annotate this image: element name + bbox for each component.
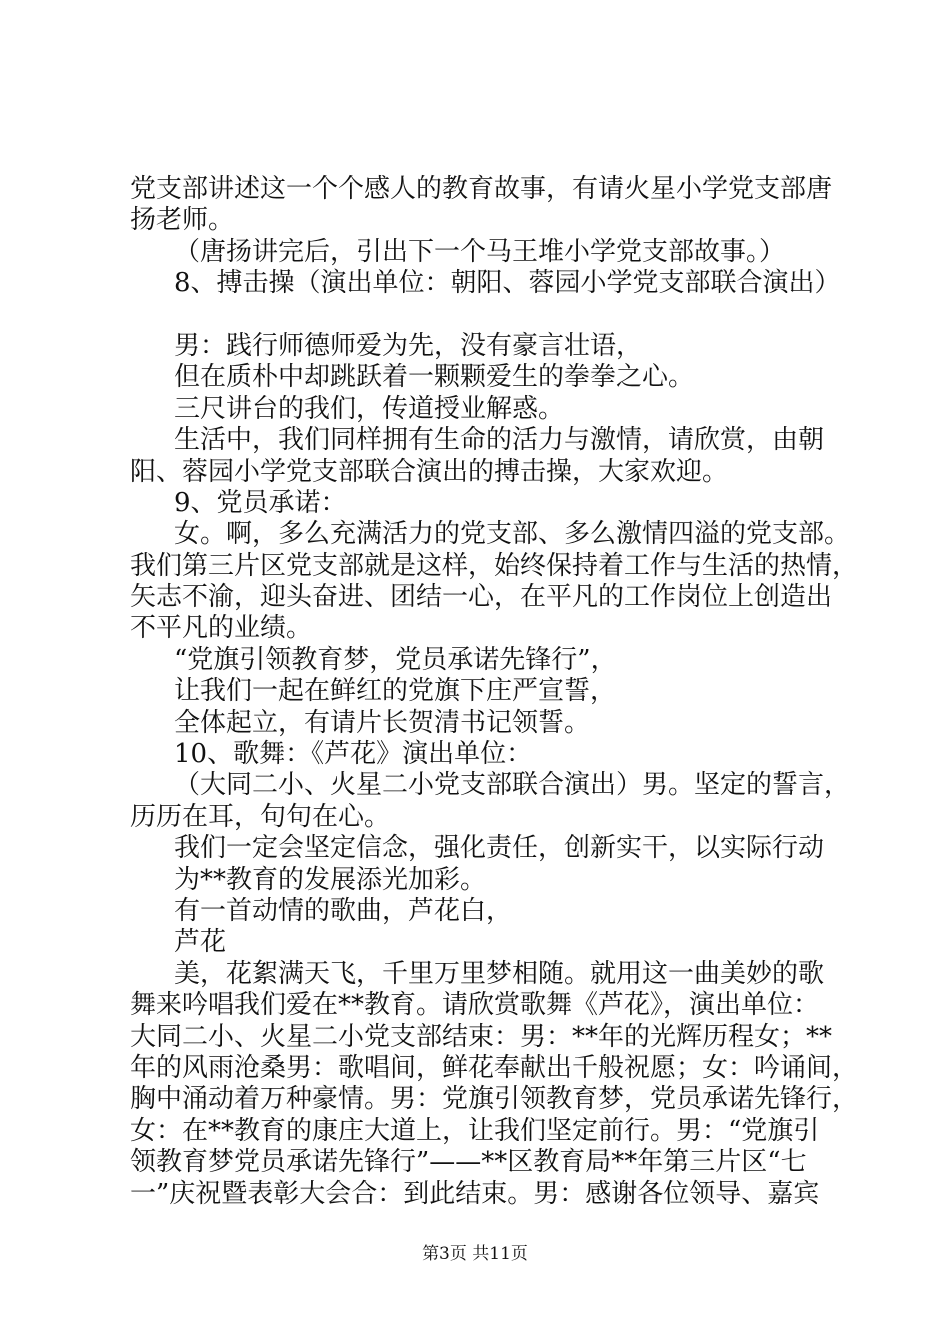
text-line: “党旗引领教育梦，党员承诺先锋行”， [174, 644, 617, 675]
blank-line [130, 300, 842, 331]
section-heading: 8、搏击操（演出单位：朝阳、蓉园小学党支部联合演出） [174, 268, 841, 299]
text-line: （唐扬讲完后，引出下一个马王堆小学党支部故事。） [174, 236, 786, 267]
text-line: 三尺讲台的我们，传道授业解惑。 [174, 393, 565, 424]
text-line: 我们第三片区党支部就是这样，始终保持着工作与生活的热情， [130, 550, 859, 581]
text-line: 不平凡的业绩。 [130, 613, 313, 644]
text-line: 全体起立，有请片长贺清书记领誓。 [174, 707, 591, 738]
text-line: 一”庆祝暨表彰大会合：到此结束。男：感谢各位领导、嘉宾 [130, 1178, 820, 1209]
text-line: 生活中，我们同样拥有生命的活力与激情，请欣赏，由朝 [174, 425, 825, 456]
text-line: 女：在**教育的康庄大道上，让我们坚定前行。男：“党旗引 [130, 1115, 820, 1146]
text-line: 为**教育的发展添光加彩。 [174, 864, 487, 895]
text-line: 历历在耳，句句在心。 [130, 801, 391, 832]
text-line: 年的风雨沧桑男：歌唱间，鲜花奉献出千般祝愿；女：吟诵间， [130, 1052, 859, 1083]
section-heading: 10、歌舞：《芦花》演出单位： [174, 739, 533, 770]
text-line: 有一首动情的歌曲，芦花白， [174, 895, 513, 926]
text-line: （大同二小、火星二小党支部联合演出）男。坚定的誓言， [174, 770, 851, 801]
section-heading: 9、党员承诺： [174, 487, 347, 518]
document-body [130, 174, 859, 1210]
text-line: 胸中涌动着万种豪情。男：党旗引领教育梦，党员承诺先锋行， [130, 1084, 859, 1115]
text-line: 我们一定会坚定信念，强化责任，创新实干，以实际行动 [174, 833, 825, 864]
text-line: 让我们一起在鲜红的党旗下庄严宣誓， [174, 676, 617, 707]
text-line: 党支部讲述这一个个感人的教育故事，有请火星小学党支部唐 [130, 174, 833, 204]
text-line: 女。啊，多么充满活力的党支部、多么激情四溢的党支部。 [174, 519, 851, 550]
text-line: 舞来吟唱我们爱在**教育。请欣赏歌舞《芦花》，演出单位： [130, 990, 820, 1021]
text-line: 大同二小、火星二小党支部结束：男：**年的光辉历程女；** [130, 1021, 833, 1052]
text-line: 阳、蓉园小学党支部联合演出的搏击操，大家欢迎。 [130, 456, 729, 487]
text-line: 领教育梦党员承诺先锋行”——**区教育局**年第三片区“七 [130, 1147, 807, 1178]
text-line: 美，花絮满天飞，千里万里梦相随。就用这一曲美妙的歌 [174, 958, 825, 989]
text-line: 矢志不渝，迎头奋进、团结一心，在平凡的工作岗位上创造出 [130, 582, 833, 613]
text-line: 男：践行师德师爱为先，没有豪言壮语， [174, 330, 643, 361]
page-number-footer: 第3页 共11页 [422, 1244, 528, 1264]
text-line: 芦花 [174, 927, 227, 958]
text-line: 扬老师。 [130, 205, 235, 236]
text-line: 但在质朴中却跳跃着一颗颗爱生的拳拳之心。 [174, 362, 695, 393]
